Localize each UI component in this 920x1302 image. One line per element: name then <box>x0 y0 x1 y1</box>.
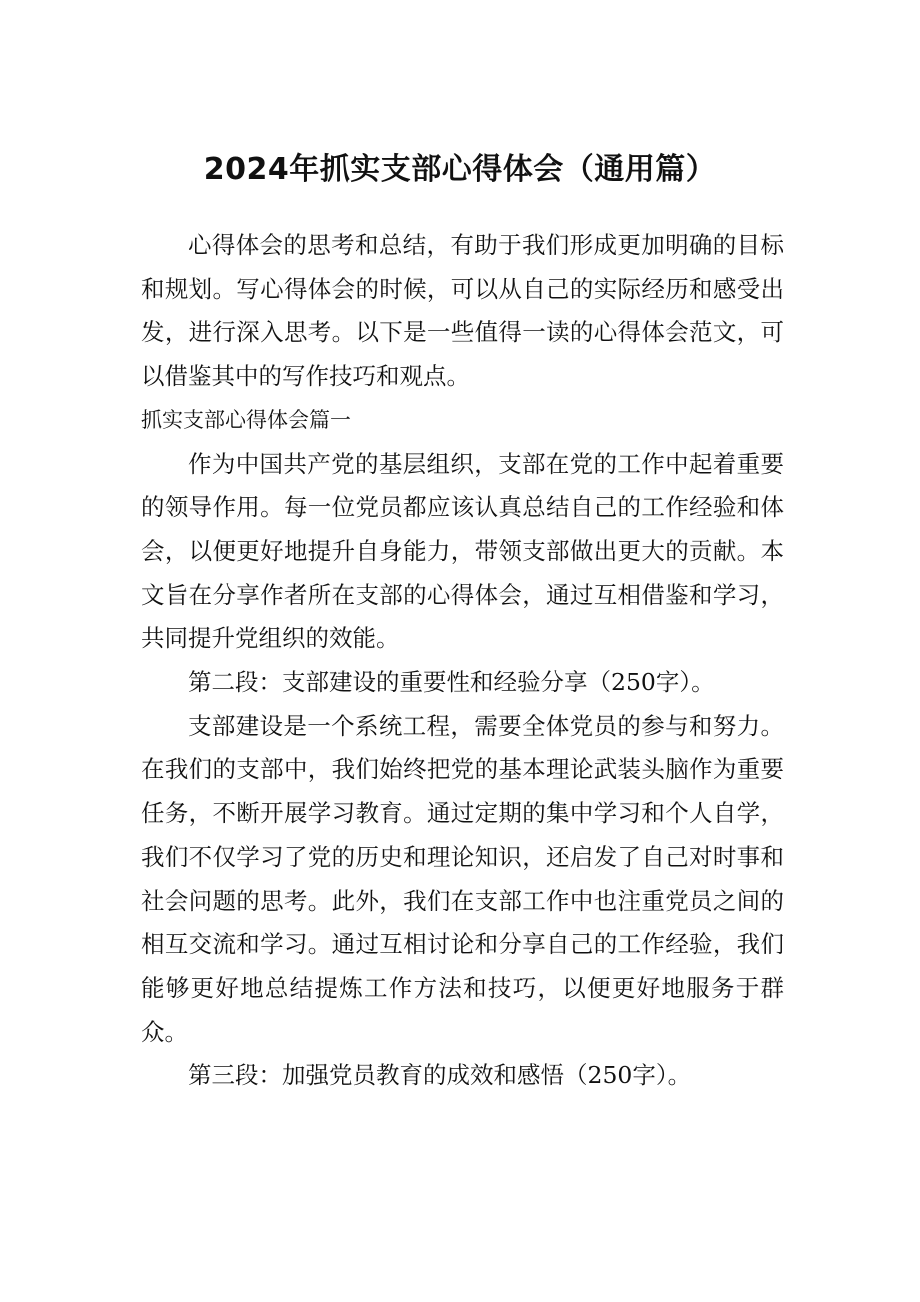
document-title: 2024年抓实支部心得体会（通用篇） <box>203 152 717 187</box>
body-paragraph-4: 第三段：加强党员教育的成效和感悟（250字）。 <box>188 1061 692 1090</box>
section-heading: 抓实支部心得体会篇一 <box>141 407 351 432</box>
document-body <box>141 224 784 1098</box>
body-paragraph-1: 作为中国共产党的基层组织，支部在党的工作中起着重要的领导作用。每一位党员都应该认真总结自己的工作经验和体会，以便更好地提升自身能力，带领支部做出更大的贡献。本文旨在分享作者所在支部的心得体会，通过互相借鉴和学习，共同提升党组织的效能。 <box>141 449 784 653</box>
intro-paragraph: 心得体会的思考和总结，有助于我们形成更加明确的目标和规划。写心得体会的时候，可以从自己的实际经历和感受出发，进行深入思考。以下是一些值得一读的心得体会范文，可以借鉴其中的写作技巧和观点。 <box>141 231 784 391</box>
body-paragraph-3: 支部建设是一个系统工程，需要全体党员的参与和努力。在我们的支部中，我们始终把党的基本理论武装头脑作为重要任务，不断开展学习教育。通过定期的集中学习和个人自学，我们不仅学习了党的历史和理论知识，还启发了自己对时事和社会问题的思考。此外，我们在支部工作中也注重党员之间的相互交流和学习。通过互相讨论和分享自己的工作经验，我们能够更好地总结提炼工作方法和技巧，以便更好地服务于群众。 <box>141 711 784 1046</box>
body-paragraph-2: 第二段：支部建设的重要性和经验分享（250字）。 <box>188 668 715 697</box>
